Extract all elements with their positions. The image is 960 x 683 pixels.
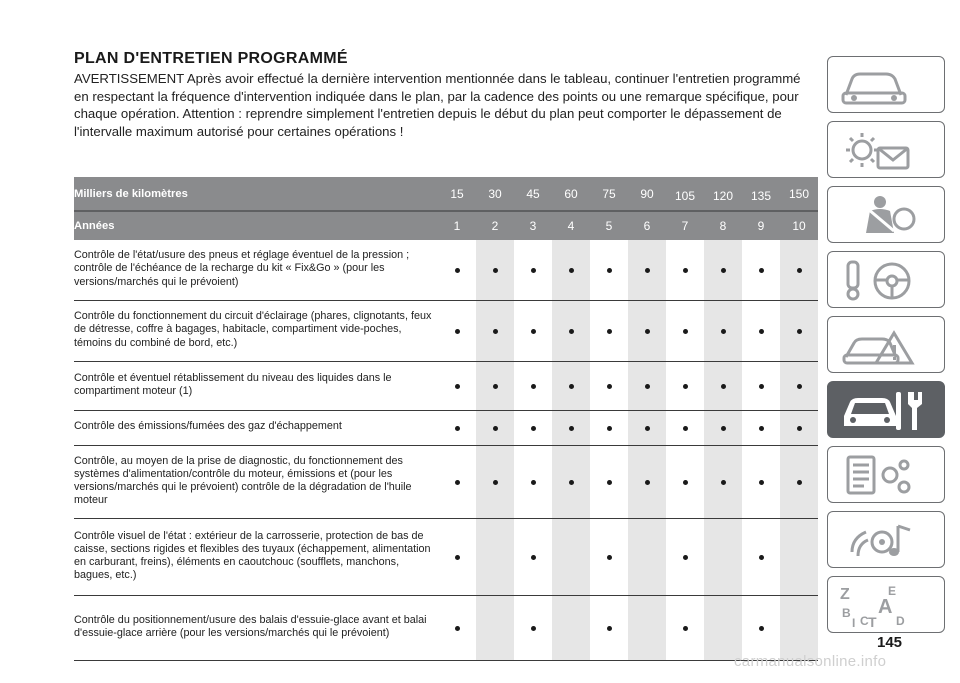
chapter-tab-warning-lights[interactable] bbox=[827, 121, 945, 178]
scheduled-dot bbox=[683, 384, 688, 389]
key-steering-wheel-icon bbox=[838, 258, 928, 303]
footer-watermark: carmanualsonline.info bbox=[734, 653, 887, 670]
schedule-mark-cell bbox=[476, 301, 514, 362]
scheduled-dot bbox=[759, 426, 764, 431]
table-row bbox=[74, 596, 818, 661]
scheduled-dot bbox=[607, 329, 612, 334]
table-row bbox=[74, 411, 818, 446]
kilometers-cell: 30 bbox=[476, 177, 514, 210]
year-cell: 9 bbox=[742, 210, 780, 240]
schedule-mark-cell bbox=[780, 446, 818, 519]
chapter-tab-index[interactable] bbox=[827, 576, 945, 633]
scheduled-dot bbox=[569, 426, 574, 431]
scheduled-dot bbox=[531, 555, 536, 560]
scheduled-dot bbox=[607, 626, 612, 631]
index-letter: E bbox=[888, 584, 897, 598]
scheduled-dot bbox=[683, 626, 688, 631]
table-row bbox=[74, 446, 818, 519]
schedule-mark-cell bbox=[590, 596, 628, 661]
scheduled-dot bbox=[455, 268, 460, 273]
schedule-mark-cell bbox=[780, 240, 818, 301]
scheduled-dot bbox=[493, 426, 498, 431]
page-title: PLAN D'ENTRETIEN PROGRAMMÉ bbox=[74, 50, 348, 67]
schedule-mark-cell bbox=[552, 519, 590, 596]
alphabetical-index-icon bbox=[838, 583, 928, 628]
page-number: 145 bbox=[877, 634, 903, 651]
schedule-mark-cell bbox=[590, 411, 628, 446]
scheduled-dot bbox=[607, 480, 612, 485]
maintenance-schedule-table bbox=[74, 177, 818, 661]
scheduled-dot bbox=[721, 329, 726, 334]
schedule-mark-cell bbox=[704, 411, 742, 446]
schedule-mark-cell bbox=[704, 240, 742, 301]
scheduled-dot bbox=[683, 329, 688, 334]
chapter-tab-specifications[interactable] bbox=[827, 446, 945, 503]
scheduled-dot bbox=[531, 384, 536, 389]
schedule-mark-cell bbox=[666, 362, 704, 411]
index-letter: D bbox=[896, 614, 905, 628]
warning-paragraph: AVERTISSEMENT Après avoir effectué la dernière intervention mentionnée dans le tableau, continuer l'entretien programmé en respectant la fréquence d'intervention indiquée dans le plan, par la cadence des points ou une remarque spécifique, pour chaque opération. Attention : reprendre simplement l'entretien depuis le début du plan peut comporter le dépassement de l'intervalle maximum autorisé pour certaines opérations ! bbox=[74, 71, 801, 139]
years-header-row bbox=[74, 210, 818, 240]
schedule-mark-cell bbox=[628, 411, 666, 446]
schedule-mark-cell bbox=[628, 596, 666, 661]
schedule-mark-cell bbox=[780, 411, 818, 446]
schedule-mark-cell bbox=[514, 362, 552, 411]
schedule-mark-cell bbox=[742, 362, 780, 411]
scheduled-dot bbox=[645, 480, 650, 485]
scheduled-dot bbox=[683, 426, 688, 431]
operation-label: Contrôle et éventuel rétablissement du niveau des liquides dans le compartiment moteur (1) bbox=[74, 362, 438, 411]
schedule-mark-cell bbox=[704, 446, 742, 519]
schedule-mark-cell bbox=[742, 301, 780, 362]
kilometers-cell: 150 bbox=[780, 177, 818, 210]
schedule-mark-cell bbox=[514, 519, 552, 596]
year-cell: 7 bbox=[666, 210, 704, 240]
scheduled-dot bbox=[531, 268, 536, 273]
schedule-mark-cell bbox=[628, 446, 666, 519]
schedule-mark-cell bbox=[514, 411, 552, 446]
schedule-mark-cell bbox=[514, 240, 552, 301]
schedule-mark-cell bbox=[438, 596, 476, 661]
table-row bbox=[74, 519, 818, 596]
schedule-mark-cell bbox=[742, 519, 780, 596]
scheduled-dot bbox=[569, 329, 574, 334]
schedule-mark-cell bbox=[476, 596, 514, 661]
year-cell: 6 bbox=[628, 210, 666, 240]
scheduled-dot bbox=[569, 268, 574, 273]
index-letter: T bbox=[868, 614, 877, 628]
schedule-mark-cell bbox=[476, 446, 514, 519]
schedule-mark-cell bbox=[780, 301, 818, 362]
table-row bbox=[74, 240, 818, 301]
schedule-mark-cell bbox=[666, 411, 704, 446]
schedule-mark-cell bbox=[742, 596, 780, 661]
schedule-mark-cell bbox=[590, 519, 628, 596]
schedule-mark-cell bbox=[628, 519, 666, 596]
schedule-mark-cell bbox=[476, 411, 514, 446]
scheduled-dot bbox=[645, 329, 650, 334]
schedule-mark-cell bbox=[552, 411, 590, 446]
scheduled-dot bbox=[721, 268, 726, 273]
schedule-mark-cell bbox=[438, 446, 476, 519]
scheduled-dot bbox=[531, 426, 536, 431]
scheduled-dot bbox=[455, 626, 460, 631]
scheduled-dot bbox=[683, 480, 688, 485]
scheduled-dot bbox=[759, 329, 764, 334]
year-cell: 8 bbox=[704, 210, 742, 240]
emergency-triangle-icon bbox=[838, 323, 928, 368]
year-cell: 1 bbox=[438, 210, 476, 240]
year-cell: 3 bbox=[514, 210, 552, 240]
schedule-mark-cell bbox=[666, 446, 704, 519]
scheduled-dot bbox=[797, 384, 802, 389]
scheduled-dot bbox=[455, 555, 460, 560]
kilometers-cell: 135 bbox=[742, 177, 780, 210]
chapter-tab-maintenance[interactable] bbox=[827, 381, 945, 438]
scheduled-dot bbox=[607, 268, 612, 273]
schedule-mark-cell bbox=[666, 301, 704, 362]
scheduled-dot bbox=[569, 384, 574, 389]
scheduled-dot bbox=[759, 480, 764, 485]
index-letter: I bbox=[852, 616, 856, 628]
year-cell: 5 bbox=[590, 210, 628, 240]
year-cell: 10 bbox=[780, 210, 818, 240]
table-row bbox=[74, 362, 818, 411]
schedule-mark-cell bbox=[476, 240, 514, 301]
operation-label: Contrôle du positionnement/usure des balais d'essuie-glace avant et balai d'essuie-glace arrière (pour les versions/marchés qui le prévoient) bbox=[74, 596, 438, 661]
scheduled-dot bbox=[759, 268, 764, 273]
scheduled-dot bbox=[645, 268, 650, 273]
scheduled-dot bbox=[607, 555, 612, 560]
scheduled-dot bbox=[455, 329, 460, 334]
kilometers-cell: 90 bbox=[628, 177, 666, 210]
schedule-mark-cell bbox=[704, 519, 742, 596]
kilometers-cell: 105 bbox=[666, 177, 704, 210]
scheduled-dot bbox=[455, 384, 460, 389]
scheduled-dot bbox=[455, 480, 460, 485]
car-dashboard-icon bbox=[838, 63, 928, 108]
kilometers-cell: 60 bbox=[552, 177, 590, 210]
scheduled-dot bbox=[493, 384, 498, 389]
index-letter: B bbox=[842, 606, 851, 620]
scheduled-dot bbox=[607, 426, 612, 431]
year-cell: 2 bbox=[476, 210, 514, 240]
scheduled-dot bbox=[493, 329, 498, 334]
scheduled-dot bbox=[683, 555, 688, 560]
multimedia-icon bbox=[838, 518, 928, 563]
schedule-mark-cell bbox=[628, 301, 666, 362]
operation-label: Contrôle de l'état/usure des pneus et réglage éventuel de la pression ; contrôle de l'échéance de la recharge du kit « Fix&Go » (pour les versions/marchés qui le prévoient) bbox=[74, 240, 438, 301]
schedule-mark-cell bbox=[780, 362, 818, 411]
warning-light-message-icon bbox=[838, 128, 928, 173]
scheduled-dot bbox=[759, 384, 764, 389]
car-wrench-icon bbox=[838, 388, 928, 433]
index-letter: C bbox=[860, 614, 869, 628]
schedule-mark-cell bbox=[514, 446, 552, 519]
schedule-mark-cell bbox=[666, 240, 704, 301]
operation-label: Contrôle visuel de l'état : extérieur de la carrosserie, protection de bas de caisse, sections rigides et flexibles des tuyaux (échappement, alimentation en carburant, freins), éléments en caoutchouc (soufflets, manchons, bagues, etc.) bbox=[74, 519, 438, 596]
chapter-tab-dashboard[interactable] bbox=[827, 56, 945, 113]
index-letter: Z bbox=[840, 586, 850, 603]
schedule-mark-cell bbox=[438, 411, 476, 446]
scheduled-dot bbox=[721, 426, 726, 431]
schedule-mark-cell bbox=[590, 240, 628, 301]
scheduled-dot bbox=[721, 384, 726, 389]
scheduled-dot bbox=[569, 480, 574, 485]
specifications-gear-icon bbox=[838, 453, 928, 498]
schedule-mark-cell bbox=[552, 446, 590, 519]
schedule-mark-cell bbox=[438, 362, 476, 411]
operation-label: Contrôle du fonctionnement du circuit d'éclairage (phares, clignotants, feux de détresse, coffre à bagages, habitacle, compartiment vide-poches, témoins du combiné de bord, etc.) bbox=[74, 301, 438, 362]
scheduled-dot bbox=[721, 480, 726, 485]
scheduled-dot bbox=[797, 268, 802, 273]
kilometers-header-row bbox=[74, 177, 818, 210]
operation-label: Contrôle, au moyen de la prise de diagnostic, du fonctionnement des systèmes d'alimentation/contrôle du moteur, émissions et (pour les versions/marchés qui le prévoient) contrôle de la dégradation de l'huile moteur bbox=[74, 446, 438, 519]
schedule-mark-cell bbox=[590, 301, 628, 362]
chapter-tab-multimedia[interactable] bbox=[827, 511, 945, 568]
kilometers-cell: 45 bbox=[514, 177, 552, 210]
schedule-mark-cell bbox=[514, 301, 552, 362]
schedule-mark-cell bbox=[590, 362, 628, 411]
schedule-mark-cell bbox=[666, 519, 704, 596]
scheduled-dot bbox=[531, 329, 536, 334]
scheduled-dot bbox=[455, 426, 460, 431]
schedule-mark-cell bbox=[742, 240, 780, 301]
schedule-mark-cell bbox=[552, 596, 590, 661]
scheduled-dot bbox=[607, 384, 612, 389]
scheduled-dot bbox=[759, 626, 764, 631]
schedule-mark-cell bbox=[438, 240, 476, 301]
schedule-mark-cell bbox=[476, 519, 514, 596]
table-row bbox=[74, 301, 818, 362]
schedule-mark-cell bbox=[514, 596, 552, 661]
schedule-mark-cell bbox=[438, 519, 476, 596]
scheduled-dot bbox=[531, 626, 536, 631]
scheduled-dot bbox=[493, 268, 498, 273]
scheduled-dot bbox=[683, 268, 688, 273]
kilometers-header-label: Milliers de kilomètres bbox=[74, 177, 438, 210]
seatbelt-airbag-icon bbox=[838, 193, 928, 238]
chapter-tab-safety[interactable] bbox=[827, 186, 945, 243]
scheduled-dot bbox=[645, 384, 650, 389]
scheduled-dot bbox=[759, 555, 764, 560]
scheduled-dot bbox=[797, 426, 802, 431]
schedule-mark-cell bbox=[780, 519, 818, 596]
schedule-mark-cell bbox=[666, 596, 704, 661]
schedule-mark-cell bbox=[742, 411, 780, 446]
schedule-mark-cell bbox=[552, 301, 590, 362]
scheduled-dot bbox=[645, 426, 650, 431]
chapter-tab-starting-driving[interactable] bbox=[827, 251, 945, 308]
year-cell: 4 bbox=[552, 210, 590, 240]
kilometers-cell: 75 bbox=[590, 177, 628, 210]
schedule-mark-cell bbox=[552, 362, 590, 411]
schedule-mark-cell bbox=[704, 596, 742, 661]
index-letter: A bbox=[878, 596, 893, 618]
operation-label: Contrôle des émissions/fumées des gaz d'échappement bbox=[74, 411, 438, 446]
schedule-mark-cell bbox=[476, 362, 514, 411]
schedule-mark-cell bbox=[552, 240, 590, 301]
scheduled-dot bbox=[797, 329, 802, 334]
schedule-mark-cell bbox=[628, 240, 666, 301]
schedule-mark-cell bbox=[780, 596, 818, 661]
schedule-mark-cell bbox=[628, 362, 666, 411]
schedule-mark-cell bbox=[704, 362, 742, 411]
scheduled-dot bbox=[493, 480, 498, 485]
scheduled-dot bbox=[797, 480, 802, 485]
chapter-tab-emergency[interactable] bbox=[827, 316, 945, 373]
schedule-mark-cell bbox=[590, 446, 628, 519]
schedule-mark-cell bbox=[438, 301, 476, 362]
kilometers-cell: 120 bbox=[704, 177, 742, 210]
scheduled-dot bbox=[531, 480, 536, 485]
schedule-mark-cell bbox=[704, 301, 742, 362]
kilometers-cell: 15 bbox=[438, 177, 476, 210]
schedule-mark-cell bbox=[742, 446, 780, 519]
years-header-label: Années bbox=[74, 210, 438, 240]
